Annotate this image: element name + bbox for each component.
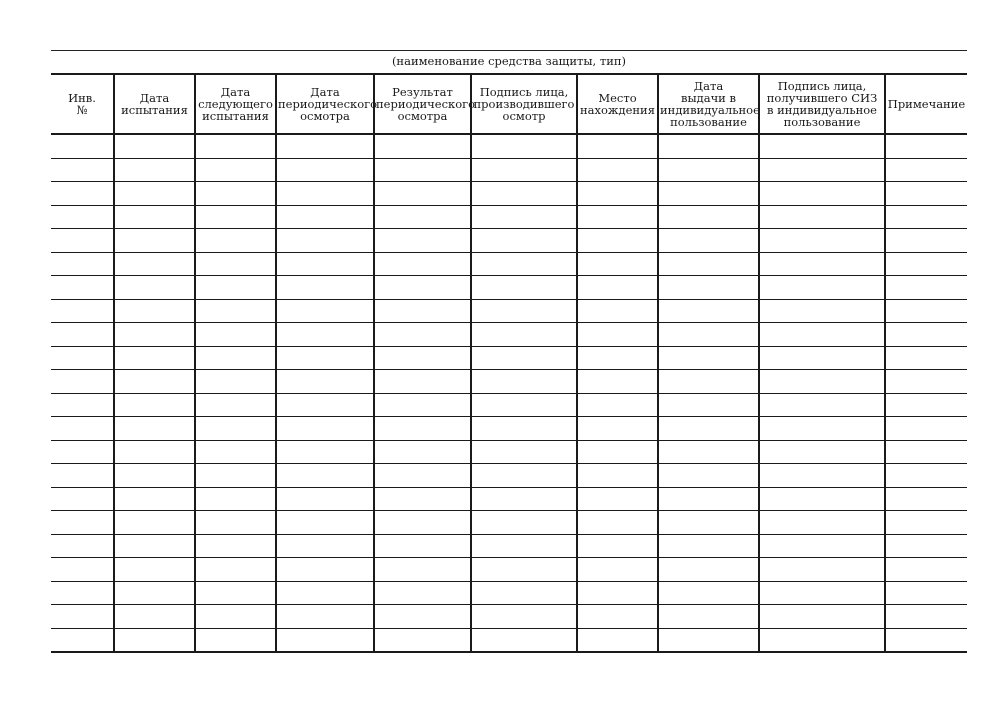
blank-cell[interactable] bbox=[471, 581, 577, 605]
blank-cell[interactable] bbox=[276, 346, 374, 370]
blank-cell[interactable] bbox=[885, 534, 967, 558]
blank-cell[interactable] bbox=[276, 299, 374, 323]
blank-cell[interactable] bbox=[374, 299, 471, 323]
blank-cell[interactable] bbox=[759, 299, 885, 323]
blank-cell[interactable] bbox=[374, 487, 471, 511]
blank-cell[interactable] bbox=[577, 464, 658, 488]
blank-cell[interactable] bbox=[195, 276, 276, 300]
table-header bbox=[51, 74, 967, 134]
blank-cell[interactable] bbox=[885, 628, 967, 652]
blank-cell[interactable] bbox=[885, 417, 967, 441]
blank-cell[interactable] bbox=[471, 299, 577, 323]
blank-cell[interactable] bbox=[114, 370, 195, 394]
blank-cell[interactable] bbox=[51, 440, 114, 464]
blank-cell[interactable] bbox=[471, 393, 577, 417]
blank-cell[interactable] bbox=[114, 205, 195, 229]
table-row bbox=[51, 346, 967, 370]
blank-cell[interactable] bbox=[885, 605, 967, 629]
blank-cell[interactable] bbox=[195, 252, 276, 276]
blank-cell[interactable] bbox=[114, 558, 195, 582]
blank-cell[interactable] bbox=[51, 229, 114, 253]
blank-cell[interactable] bbox=[51, 393, 114, 417]
blank-cell[interactable] bbox=[195, 534, 276, 558]
blank-cell[interactable] bbox=[471, 205, 577, 229]
blank-cell[interactable] bbox=[374, 158, 471, 182]
table-row bbox=[51, 158, 967, 182]
blank-cell[interactable] bbox=[51, 158, 114, 182]
blank-cell[interactable] bbox=[195, 605, 276, 629]
blank-cell[interactable] bbox=[658, 205, 759, 229]
blank-cell[interactable] bbox=[114, 581, 195, 605]
blank-cell[interactable] bbox=[658, 487, 759, 511]
table-row bbox=[51, 581, 967, 605]
blank-cell[interactable] bbox=[658, 511, 759, 535]
blank-cell[interactable] bbox=[471, 628, 577, 652]
blank-cell[interactable] bbox=[374, 346, 471, 370]
blank-cell[interactable] bbox=[195, 487, 276, 511]
blank-cell[interactable] bbox=[51, 276, 114, 300]
blank-cell[interactable] bbox=[658, 558, 759, 582]
blank-cell[interactable] bbox=[374, 182, 471, 206]
blank-cell[interactable] bbox=[471, 464, 577, 488]
header-text: Инв. bbox=[68, 91, 96, 105]
blank-cell[interactable] bbox=[759, 134, 885, 158]
blank-cell[interactable] bbox=[114, 487, 195, 511]
header-text: осмотр bbox=[502, 109, 546, 123]
protective-equipment-caption: (наименование средства защиты, тип) bbox=[391, 54, 627, 68]
blank-cell[interactable] bbox=[51, 417, 114, 441]
table-row bbox=[51, 182, 967, 206]
blank-cell[interactable] bbox=[658, 229, 759, 253]
table-row bbox=[51, 229, 967, 253]
blank-cell[interactable] bbox=[374, 511, 471, 535]
blank-cell[interactable] bbox=[885, 252, 967, 276]
top-rule bbox=[51, 50, 967, 51]
table-body bbox=[51, 134, 967, 652]
blank-cell[interactable] bbox=[51, 346, 114, 370]
col-header-test-date bbox=[114, 74, 195, 134]
blank-cell[interactable] bbox=[276, 487, 374, 511]
blank-cell[interactable] bbox=[471, 417, 577, 441]
blank-cell[interactable] bbox=[577, 605, 658, 629]
blank-cell[interactable] bbox=[276, 511, 374, 535]
blank-cell[interactable] bbox=[195, 370, 276, 394]
blank-cell[interactable] bbox=[276, 534, 374, 558]
blank-cell[interactable] bbox=[577, 229, 658, 253]
blank-cell[interactable] bbox=[374, 134, 471, 158]
col-header-issue-date bbox=[658, 74, 759, 134]
header-text: Дата bbox=[220, 85, 251, 99]
blank-cell[interactable] bbox=[374, 205, 471, 229]
blank-cell[interactable] bbox=[374, 252, 471, 276]
blank-cell[interactable] bbox=[885, 511, 967, 535]
header-text: выдачи в bbox=[681, 91, 736, 105]
blank-cell[interactable] bbox=[658, 628, 759, 652]
blank-cell[interactable] bbox=[51, 605, 114, 629]
blank-cell[interactable] bbox=[195, 417, 276, 441]
header-text: пользование bbox=[783, 115, 861, 129]
blank-cell[interactable] bbox=[577, 182, 658, 206]
blank-cell[interactable] bbox=[195, 393, 276, 417]
blank-cell[interactable] bbox=[577, 134, 658, 158]
blank-cell[interactable] bbox=[658, 393, 759, 417]
blank-cell[interactable] bbox=[577, 299, 658, 323]
blank-cell[interactable] bbox=[471, 346, 577, 370]
blank-cell[interactable] bbox=[759, 182, 885, 206]
blank-cell[interactable] bbox=[885, 158, 967, 182]
blank-cell[interactable] bbox=[374, 628, 471, 652]
blank-cell[interactable] bbox=[577, 276, 658, 300]
header-text: следующего bbox=[198, 97, 273, 111]
blank-cell[interactable] bbox=[276, 581, 374, 605]
header-text: пользование bbox=[670, 115, 747, 129]
blank-cell[interactable] bbox=[276, 205, 374, 229]
table-row bbox=[51, 252, 967, 276]
blank-cell[interactable] bbox=[759, 323, 885, 347]
blank-cell[interactable] bbox=[577, 534, 658, 558]
blank-cell[interactable] bbox=[471, 440, 577, 464]
blank-cell[interactable] bbox=[471, 134, 577, 158]
blank-cell[interactable] bbox=[759, 628, 885, 652]
blank-cell[interactable] bbox=[885, 299, 967, 323]
blank-cell[interactable] bbox=[276, 393, 374, 417]
blank-cell[interactable] bbox=[577, 487, 658, 511]
blank-cell[interactable] bbox=[759, 276, 885, 300]
blank-cell[interactable] bbox=[114, 182, 195, 206]
col-header-recipient-signature bbox=[759, 74, 885, 134]
blank-cell[interactable] bbox=[577, 158, 658, 182]
blank-cell[interactable] bbox=[471, 534, 577, 558]
blank-cell[interactable] bbox=[885, 276, 967, 300]
table-row bbox=[51, 534, 967, 558]
header-text: Дата bbox=[310, 85, 340, 99]
header-text: Результат bbox=[392, 85, 453, 99]
blank-cell[interactable] bbox=[114, 464, 195, 488]
blank-cell[interactable] bbox=[759, 346, 885, 370]
blank-cell[interactable] bbox=[885, 229, 967, 253]
blank-cell[interactable] bbox=[51, 323, 114, 347]
header-text: Примечание bbox=[887, 97, 966, 111]
blank-cell[interactable] bbox=[195, 205, 276, 229]
blank-cell[interactable] bbox=[195, 299, 276, 323]
blank-cell[interactable] bbox=[51, 370, 114, 394]
blank-cell[interactable] bbox=[114, 393, 195, 417]
header-text: Дата bbox=[693, 79, 724, 93]
blank-cell[interactable] bbox=[276, 628, 374, 652]
blank-cell[interactable] bbox=[759, 581, 885, 605]
blank-cell[interactable] bbox=[195, 182, 276, 206]
blank-cell[interactable] bbox=[658, 605, 759, 629]
blank-cell[interactable] bbox=[374, 276, 471, 300]
table-row bbox=[51, 417, 967, 441]
blank-cell[interactable] bbox=[885, 464, 967, 488]
blank-cell[interactable] bbox=[577, 205, 658, 229]
blank-cell[interactable] bbox=[471, 370, 577, 394]
blank-cell[interactable] bbox=[114, 229, 195, 253]
blank-cell[interactable] bbox=[276, 370, 374, 394]
blank-cell[interactable] bbox=[759, 393, 885, 417]
blank-cell[interactable] bbox=[195, 440, 276, 464]
blank-cell[interactable] bbox=[195, 158, 276, 182]
blank-cell[interactable] bbox=[195, 558, 276, 582]
table-row bbox=[51, 464, 967, 488]
blank-cell[interactable] bbox=[885, 205, 967, 229]
blank-cell[interactable] bbox=[276, 440, 374, 464]
blank-cell[interactable] bbox=[577, 628, 658, 652]
blank-cell[interactable] bbox=[374, 370, 471, 394]
blank-cell[interactable] bbox=[658, 252, 759, 276]
blank-cell[interactable] bbox=[885, 134, 967, 158]
blank-cell[interactable] bbox=[471, 605, 577, 629]
header-text: Дата bbox=[139, 91, 170, 105]
table-row bbox=[51, 628, 967, 652]
blank-cell[interactable] bbox=[114, 158, 195, 182]
blank-cell[interactable] bbox=[759, 558, 885, 582]
header-text: индивидуальное bbox=[660, 103, 760, 117]
blank-cell[interactable] bbox=[885, 558, 967, 582]
table-row bbox=[51, 393, 967, 417]
blank-cell[interactable] bbox=[885, 370, 967, 394]
blank-cell[interactable] bbox=[374, 417, 471, 441]
blank-cell[interactable] bbox=[471, 182, 577, 206]
blank-cell[interactable] bbox=[658, 440, 759, 464]
blank-cell[interactable] bbox=[471, 511, 577, 535]
blank-cell[interactable] bbox=[885, 182, 967, 206]
blank-cell[interactable] bbox=[577, 252, 658, 276]
blank-cell[interactable] bbox=[195, 229, 276, 253]
table-row bbox=[51, 558, 967, 582]
header-row bbox=[51, 74, 967, 134]
col-header-inspection-result bbox=[374, 74, 476, 134]
table-row bbox=[51, 511, 967, 535]
blank-cell[interactable] bbox=[471, 487, 577, 511]
blank-cell[interactable] bbox=[374, 229, 471, 253]
blank-cell[interactable] bbox=[471, 252, 577, 276]
header-text: № bbox=[76, 103, 88, 117]
blank-cell[interactable] bbox=[195, 464, 276, 488]
blank-cell[interactable] bbox=[195, 511, 276, 535]
blank-cell[interactable] bbox=[471, 158, 577, 182]
blank-cell[interactable] bbox=[471, 229, 577, 253]
blank-cell[interactable] bbox=[374, 534, 471, 558]
blank-cell[interactable] bbox=[658, 534, 759, 558]
header-text: периодического bbox=[376, 97, 476, 111]
blank-cell[interactable] bbox=[658, 182, 759, 206]
blank-cell[interactable] bbox=[114, 534, 195, 558]
blank-cell[interactable] bbox=[51, 581, 114, 605]
blank-cell[interactable] bbox=[51, 205, 114, 229]
col-header-inspector-signature bbox=[471, 74, 577, 134]
col-header-note bbox=[885, 74, 967, 134]
blank-cell[interactable] bbox=[471, 276, 577, 300]
blank-cell[interactable] bbox=[374, 464, 471, 488]
blank-cell[interactable] bbox=[759, 440, 885, 464]
blank-cell[interactable] bbox=[759, 252, 885, 276]
header-text: Подпись лица, bbox=[777, 79, 867, 93]
blank-cell[interactable] bbox=[51, 252, 114, 276]
blank-cell[interactable] bbox=[759, 534, 885, 558]
blank-cell[interactable] bbox=[114, 628, 195, 652]
header-text: испытания bbox=[202, 109, 269, 123]
blank-cell[interactable] bbox=[471, 558, 577, 582]
table-row bbox=[51, 370, 967, 394]
blank-cell[interactable] bbox=[577, 417, 658, 441]
blank-cell[interactable] bbox=[374, 323, 471, 347]
blank-cell[interactable] bbox=[658, 417, 759, 441]
blank-cell[interactable] bbox=[51, 134, 114, 158]
blank-cell[interactable] bbox=[577, 440, 658, 464]
blank-cell[interactable] bbox=[577, 511, 658, 535]
blank-cell[interactable] bbox=[114, 252, 195, 276]
blank-cell[interactable] bbox=[276, 252, 374, 276]
blank-cell[interactable] bbox=[759, 487, 885, 511]
blank-cell[interactable] bbox=[51, 558, 114, 582]
blank-cell[interactable] bbox=[114, 417, 195, 441]
table-row bbox=[51, 299, 967, 323]
blank-cell[interactable] bbox=[195, 134, 276, 158]
table-row bbox=[51, 440, 967, 464]
blank-cell[interactable] bbox=[276, 276, 374, 300]
blank-cell[interactable] bbox=[114, 511, 195, 535]
blank-cell[interactable] bbox=[51, 487, 114, 511]
blank-cell[interactable] bbox=[51, 534, 114, 558]
header-text: производившего bbox=[473, 97, 575, 111]
blank-cell[interactable] bbox=[114, 134, 195, 158]
blank-cell[interactable] bbox=[114, 605, 195, 629]
blank-cell[interactable] bbox=[114, 276, 195, 300]
blank-cell[interactable] bbox=[658, 581, 759, 605]
blank-cell[interactable] bbox=[276, 605, 374, 629]
col-header-next-test-date bbox=[195, 74, 276, 134]
blank-cell[interactable] bbox=[658, 464, 759, 488]
blank-cell[interactable] bbox=[195, 346, 276, 370]
blank-cell[interactable] bbox=[577, 581, 658, 605]
blank-cell[interactable] bbox=[759, 464, 885, 488]
blank-cell[interactable] bbox=[885, 323, 967, 347]
blank-cell[interactable] bbox=[276, 134, 374, 158]
blank-cell[interactable] bbox=[577, 393, 658, 417]
blank-cell[interactable] bbox=[276, 464, 374, 488]
table-row bbox=[51, 276, 967, 300]
header-text: в индивидуальное bbox=[766, 103, 877, 117]
blank-cell[interactable] bbox=[885, 487, 967, 511]
blank-cell[interactable] bbox=[51, 299, 114, 323]
col-header-inspection-date bbox=[276, 74, 378, 134]
table-row bbox=[51, 323, 967, 347]
blank-cell[interactable] bbox=[276, 229, 374, 253]
blank-cell[interactable] bbox=[276, 158, 374, 182]
header-text: Подпись лица, bbox=[479, 85, 569, 99]
table-row bbox=[51, 205, 967, 229]
blank-cell[interactable] bbox=[658, 299, 759, 323]
blank-cell[interactable] bbox=[51, 464, 114, 488]
blank-cell[interactable] bbox=[374, 440, 471, 464]
blank-cell[interactable] bbox=[759, 417, 885, 441]
blank-cell[interactable] bbox=[759, 370, 885, 394]
blank-cell[interactable] bbox=[114, 299, 195, 323]
blank-cell[interactable] bbox=[51, 182, 114, 206]
blank-cell[interactable] bbox=[114, 440, 195, 464]
header-text: испытания bbox=[121, 103, 188, 117]
blank-cell[interactable] bbox=[577, 558, 658, 582]
blank-cell[interactable] bbox=[51, 628, 114, 652]
blank-cell[interactable] bbox=[374, 558, 471, 582]
blank-cell[interactable] bbox=[114, 323, 195, 347]
blank-cell[interactable] bbox=[195, 628, 276, 652]
blank-cell[interactable] bbox=[374, 581, 471, 605]
blank-cell[interactable] bbox=[374, 605, 471, 629]
table-row bbox=[51, 134, 967, 158]
header-text: осмотра bbox=[300, 109, 350, 123]
header-text: периодического bbox=[278, 97, 378, 111]
blank-cell[interactable] bbox=[276, 417, 374, 441]
blank-cell[interactable] bbox=[276, 558, 374, 582]
blank-cell[interactable] bbox=[577, 370, 658, 394]
blank-cell[interactable] bbox=[195, 581, 276, 605]
blank-cell[interactable] bbox=[759, 158, 885, 182]
blank-cell[interactable] bbox=[759, 229, 885, 253]
blank-cell[interactable] bbox=[51, 511, 114, 535]
blank-cell[interactable] bbox=[759, 605, 885, 629]
blank-cell[interactable] bbox=[114, 346, 195, 370]
blank-cell[interactable] bbox=[658, 346, 759, 370]
table-row bbox=[51, 487, 967, 511]
blank-cell[interactable] bbox=[759, 511, 885, 535]
header-text: нахождения bbox=[580, 103, 655, 117]
blank-cell[interactable] bbox=[658, 158, 759, 182]
col-header-inventory-number bbox=[51, 74, 114, 134]
blank-cell[interactable] bbox=[195, 323, 276, 347]
blank-cell[interactable] bbox=[885, 393, 967, 417]
header-text: осмотра bbox=[397, 109, 448, 123]
blank-cell[interactable] bbox=[658, 134, 759, 158]
blank-cell[interactable] bbox=[276, 182, 374, 206]
header-text: получившего СИЗ bbox=[766, 91, 878, 105]
blank-cell[interactable] bbox=[658, 276, 759, 300]
blank-cell[interactable] bbox=[658, 370, 759, 394]
blank-cell[interactable] bbox=[885, 440, 967, 464]
blank-cell[interactable] bbox=[885, 581, 967, 605]
col-header-location bbox=[577, 74, 658, 134]
blank-cell[interactable] bbox=[658, 323, 759, 347]
blank-cell[interactable] bbox=[374, 393, 471, 417]
header-text: Место bbox=[598, 91, 637, 105]
table-row bbox=[51, 605, 967, 629]
blank-cell[interactable] bbox=[885, 346, 967, 370]
blank-cell[interactable] bbox=[276, 323, 374, 347]
blank-cell[interactable] bbox=[759, 205, 885, 229]
blank-cell[interactable] bbox=[577, 323, 658, 347]
inspection-journal-table bbox=[51, 73, 967, 653]
blank-cell[interactable] bbox=[471, 323, 577, 347]
blank-cell[interactable] bbox=[577, 346, 658, 370]
